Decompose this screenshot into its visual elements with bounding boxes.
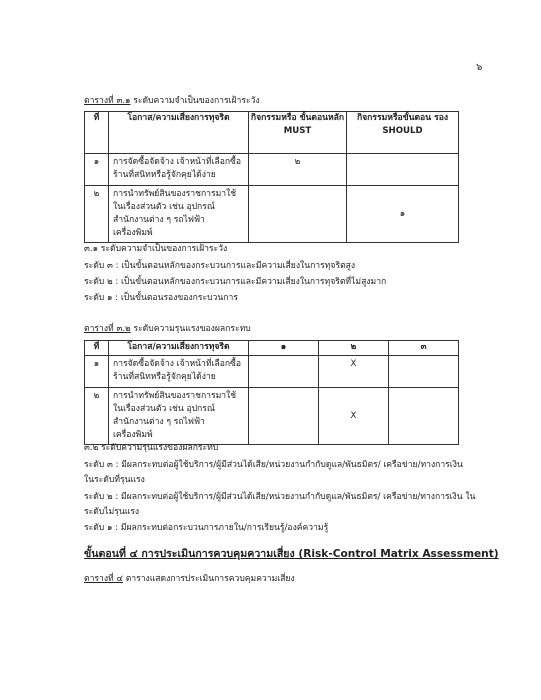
risk-description: การจัดซื้อจัดจ้าง เจ้าหน้าที่เลือกซื้อร้านที่สนิทหรือรู้จักคุยได้ง่าย bbox=[109, 154, 249, 186]
notes2-line-2a: ระดับ ๒ : มีผลกระทบต่อผู้ใช้บริการ/ผู้มีส่วนได้เสีย/หน่วยงานกำกับดูแล/พันธมิตร/ เครือข่าย/ทางการเงิน ใน bbox=[84, 492, 476, 502]
risk-description: การนำทรัพย์สินของราชการมาใช้ในเรื่องส่วนตัว เช่น อุปกรณ์สำนักงานต่าง ๆ รถไฟฟ้า เครื่องพิมพ์ bbox=[109, 388, 249, 445]
table2-header-row bbox=[85, 341, 459, 356]
notes2-title: ๓.๒ ระดับความรุนแรงของผลกระทบ bbox=[84, 443, 219, 453]
should-value: ๑ bbox=[347, 186, 459, 243]
level-2-mark: X bbox=[319, 356, 389, 388]
table1-header-risk: โอกาส/ความเสี่ยงการทุจริต bbox=[109, 112, 249, 154]
level-1-mark bbox=[249, 356, 319, 388]
table-row bbox=[85, 356, 459, 388]
notes1-line-2: ระดับ ๒ : เป็นขั้นตอนหลักของกระบวนการและมีความเสี่ยงในการทุจริตที่ไม่สูงมาก bbox=[84, 277, 387, 287]
page-number: ๖ bbox=[476, 62, 483, 73]
table2-header-no: ที่ bbox=[85, 341, 109, 356]
table1-caption bbox=[84, 93, 260, 107]
table-row bbox=[85, 154, 459, 186]
row-number: ๑ bbox=[85, 154, 109, 186]
level-1-mark bbox=[249, 388, 319, 445]
step4-heading: ขั้นตอนที่ ๔ การประเมินการควบคุมความเสี่ยง (Risk-Control Matrix Assessment) bbox=[84, 548, 499, 560]
table1-header-must: กิจกรรมหรือ ขั้นตอนหลัก MUST bbox=[249, 112, 347, 154]
table2-header-risk: โอกาส/ความเสี่ยงการทุจริต bbox=[109, 341, 249, 356]
table2-header-level-1: ๑ bbox=[249, 341, 319, 356]
table1-header-should: กิจกรรมหรือขั้นตอน รอง SHOULD bbox=[347, 112, 459, 154]
table-row bbox=[85, 388, 459, 445]
level-3-mark bbox=[389, 356, 459, 388]
table2-header-level-3: ๓ bbox=[389, 341, 459, 356]
level-3-mark bbox=[389, 388, 459, 445]
table-row bbox=[85, 186, 459, 243]
risk-description: การจัดซื้อจัดจ้าง เจ้าหน้าที่เลือกซื้อร้านที่สนิทหรือรู้จักคุยได้ง่าย bbox=[109, 356, 249, 388]
table4-caption-text: ตารางแสดงการประเมินการควบคุมความเสี่ยง bbox=[125, 574, 295, 584]
table2-caption bbox=[84, 321, 251, 335]
table1-header-no: ที่ bbox=[85, 112, 109, 154]
table1 bbox=[84, 111, 459, 243]
level-2-mark: X bbox=[319, 388, 389, 445]
notes1-title: ๓.๑ ระดับความจำเป็นของการเฝ้าระวัง bbox=[84, 244, 228, 254]
table4-caption bbox=[84, 571, 295, 585]
table1-header-row bbox=[85, 112, 459, 154]
notes1-line-1: ระดับ ๑ : เป็นขั้นตอนรองของกระบวนการ bbox=[84, 293, 238, 303]
table2-caption-label: ตารางที่ ๓.๒ bbox=[84, 324, 131, 334]
notes1-line-3: ระดับ ๓ : เป็นขั้นตอนหลักของกระบวนการและมีความเสี่ยงในการทุจริตสูง bbox=[84, 261, 356, 271]
notes2-line-3b: ในระดับที่รุนแรง bbox=[84, 475, 145, 485]
row-number: ๑ bbox=[85, 356, 109, 388]
notes2-line-1: ระดับ ๑ : มีผลกระทบต่อกระบวนการภายใน/การเรียนรู้/องค์ความรู้ bbox=[84, 523, 329, 533]
table4-caption-label: ตารางที่ ๔ bbox=[84, 574, 123, 584]
must-value: ๒ bbox=[249, 154, 347, 186]
table1-caption-text: ระดับความจำเป็นของการเฝ้าระวัง bbox=[133, 96, 260, 106]
table2-header-level-2: ๒ bbox=[319, 341, 389, 356]
table2 bbox=[84, 340, 459, 445]
risk-description: การนำทรัพย์สินของราชการมาใช้ในเรื่องส่วนตัว เช่น อุปกรณ์สำนักงานต่าง ๆ รถไฟฟ้า เครื่องพิมพ์ bbox=[109, 186, 249, 243]
row-number: ๒ bbox=[85, 186, 109, 243]
row-number: ๒ bbox=[85, 388, 109, 445]
notes2-line-2b: ระดับไม่รุนแรง bbox=[84, 507, 140, 517]
must-value bbox=[249, 186, 347, 243]
notes2-line-3a: ระดับ ๓ : มีผลกระทบต่อผู้ใช้บริการ/ผู้มีส่วนได้เสีย/หน่วยงานกำกับดูแล/พันธมิตร/ เครือข่าย/ทางการเงิน bbox=[84, 460, 463, 470]
should-value bbox=[347, 154, 459, 186]
table1-caption-label: ตารางที่ ๓.๑ bbox=[84, 96, 131, 106]
table2-caption-text: ระดับความรุนแรงของผลกระทบ bbox=[133, 324, 251, 334]
